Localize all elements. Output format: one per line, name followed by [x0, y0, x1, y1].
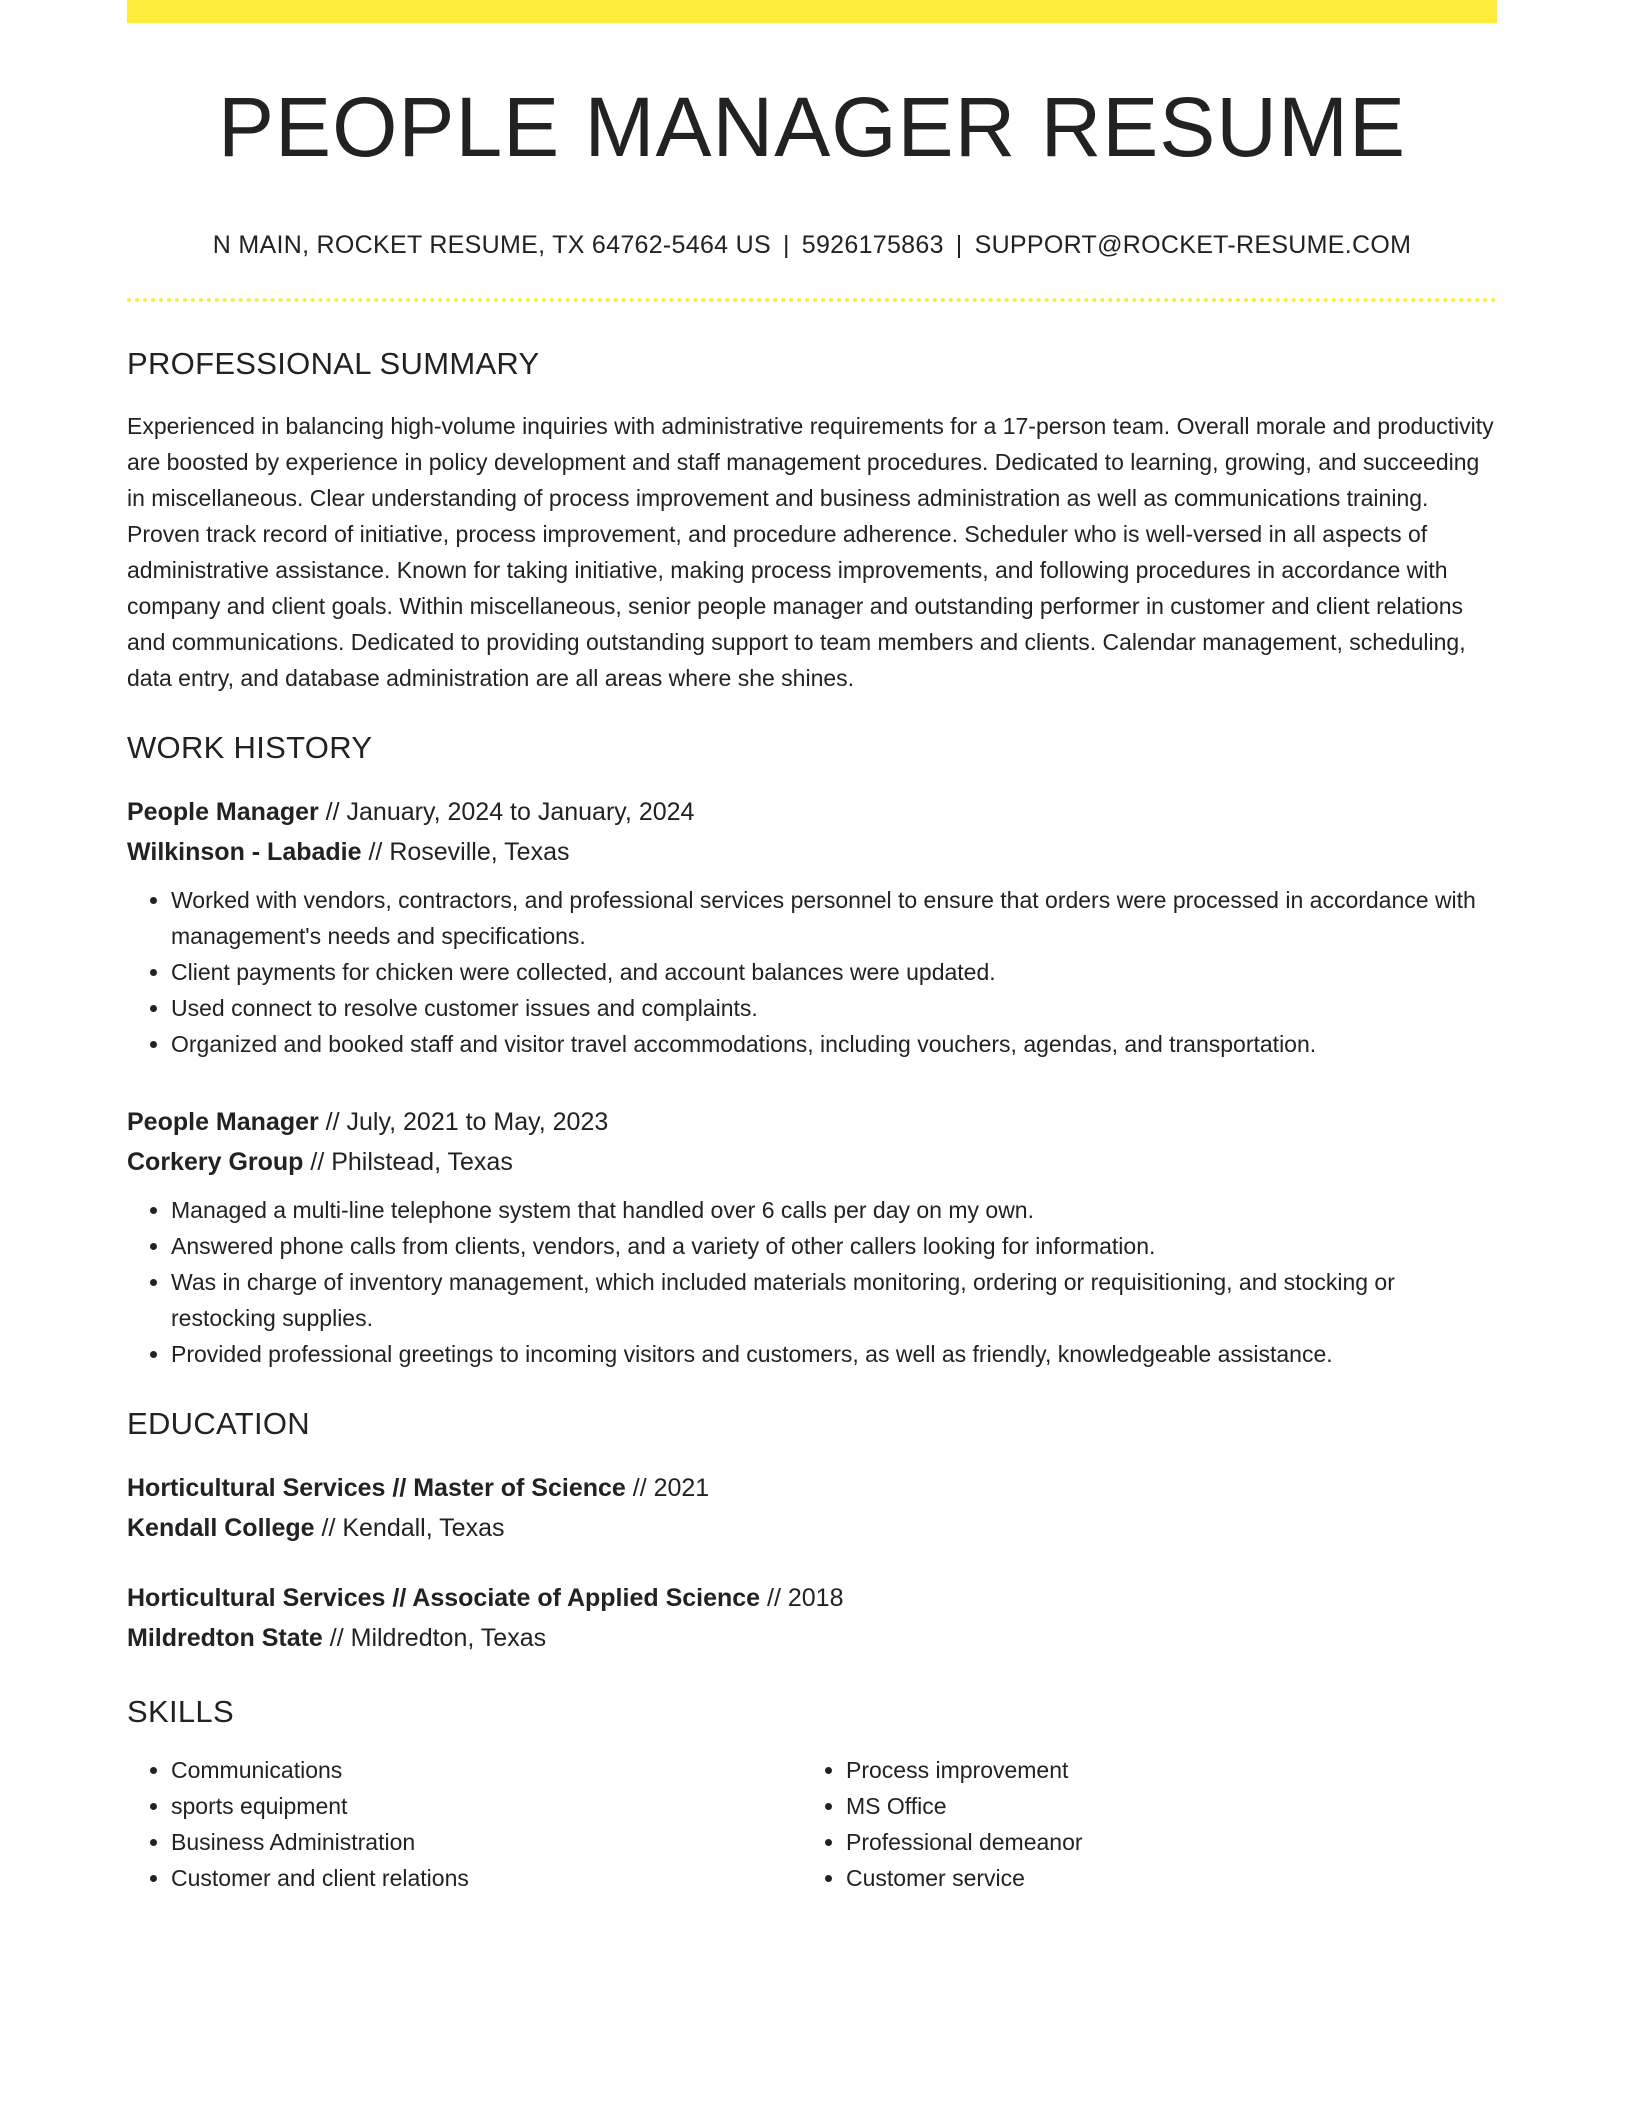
education-degree-line	[127, 1468, 1497, 1508]
job-location: // Roseville, Texas	[361, 838, 570, 867]
summary-text: Experienced in balancing high-volume inquiries with administrative requirements for a 17-person team. Overall morale and productivity are boosted by experience in policy development and staff management procedures. Dedicated to learning, growing, and succeeding in miscellaneous. Clear understanding of process improvement and business administration as well as communications training. Proven track record of initiative, process improvement, and procedure adherence. Scheduler who is well-versed in all aspects of administrative assistance. Known for taking initiative, making process improvements, and following procedures in accordance with company and client goals. Within miscellaneous, senior people manager and outstanding performer in customer and client relations and communications. Dedicated to providing outstanding support to team members and clients. Calendar management, scheduling, data entry, and database administration are all areas where she shines.	[127, 413, 1494, 692]
job-role: People Manager	[127, 1108, 319, 1137]
job-entry	[127, 1102, 1497, 1372]
skill-item: • Communications	[171, 1752, 802, 1788]
job-company-line	[127, 832, 1497, 872]
job-dates: // July, 2021 to May, 2023	[318, 1108, 609, 1137]
education-heading: EDUCATION	[127, 1406, 310, 1442]
job-company: Corkery Group	[127, 1148, 304, 1177]
job-bullet: • Used connect to resolve customer issues and complaints.	[171, 990, 1497, 1026]
skills-heading: SKILLS	[127, 1694, 234, 1730]
skills-list-right	[802, 1752, 1477, 1896]
work-history-heading: WORK HISTORY	[127, 730, 373, 766]
skills-list-left	[127, 1752, 802, 1896]
skill-item: • MS Office	[846, 1788, 1477, 1824]
contact-separator: |	[782, 231, 790, 260]
education-year: // 2021	[625, 1474, 710, 1503]
job-title-line	[127, 792, 1497, 832]
job-bullet: • Provided professional greetings to incoming visitors and customers, as well as friendly, knowledgeable assistance.	[171, 1336, 1497, 1372]
education-location: // Kendall, Texas	[314, 1514, 505, 1543]
education-degree: Horticultural Services // Master of Science	[127, 1474, 626, 1503]
contact-separator: |	[955, 231, 963, 260]
education-school-line	[127, 1618, 1497, 1658]
education-degree: Horticultural Services // Associate of Applied Science	[127, 1584, 761, 1613]
contact-line	[127, 231, 1497, 260]
skill-item: • sports equipment	[171, 1788, 802, 1824]
education-entry	[127, 1468, 1497, 1548]
job-bullet: • Managed a multi-line telephone system that handled over 6 calls per day on my own.	[171, 1192, 1497, 1228]
top-accent-bar	[127, 0, 1497, 23]
resume-title: PEOPLE MANAGER RESUME	[218, 80, 1406, 174]
skill-item: • Customer and client relations	[171, 1860, 802, 1896]
contact-phone: 5926175863	[801, 231, 944, 260]
education-location: // Mildredton, Texas	[322, 1624, 547, 1653]
job-entry	[127, 792, 1497, 1062]
skill-item: • Customer service	[846, 1860, 1477, 1896]
job-bullet: • Organized and booked staff and visitor travel accommodations, including vouchers, agendas, and transportation.	[171, 1026, 1497, 1062]
skill-item: • Business Administration	[171, 1824, 802, 1860]
education-school-line	[127, 1508, 1497, 1548]
contact-email: SUPPORT@ROCKET-RESUME.COM	[974, 231, 1412, 260]
education-entry	[127, 1578, 1497, 1658]
contact-address: N MAIN, ROCKET RESUME, TX 64762-5464 US	[212, 231, 771, 260]
job-dates: // January, 2024 to January, 2024	[318, 798, 695, 827]
job-bullet: • Was in charge of inventory management, which included materials monitoring, ordering or requisitioning, and stocking or restocking supplies.	[171, 1264, 1497, 1336]
education-school: Kendall College	[127, 1514, 315, 1543]
job-location: // Philstead, Texas	[303, 1148, 513, 1177]
skill-item: • Professional demeanor	[846, 1824, 1477, 1860]
job-company-line	[127, 1142, 1497, 1182]
job-company: Wilkinson - Labadie	[127, 838, 362, 867]
education-degree-line	[127, 1578, 1497, 1618]
dotted-divider	[127, 298, 1497, 302]
job-role: People Manager	[127, 798, 319, 827]
summary-heading: PROFESSIONAL SUMMARY	[127, 346, 540, 382]
job-bullet: • Client payments for chicken were collected, and account balances were updated.	[171, 954, 1497, 990]
job-bullets	[127, 882, 1497, 1062]
job-bullet: • Answered phone calls from clients, vendors, and a variety of other callers looking for information.	[171, 1228, 1497, 1264]
job-bullet: • Worked with vendors, contractors, and professional services personnel to ensure that orders were processed in accordance with management's needs and specifications.	[171, 882, 1497, 954]
resume-page	[127, 0, 1497, 1896]
education-school: Mildredton State	[127, 1624, 323, 1653]
job-bullets	[127, 1192, 1497, 1372]
skill-item: • Process improvement	[846, 1752, 1477, 1788]
education-year: // 2018	[760, 1584, 844, 1613]
job-title-line	[127, 1102, 1497, 1142]
skills-columns	[127, 1752, 1497, 1896]
